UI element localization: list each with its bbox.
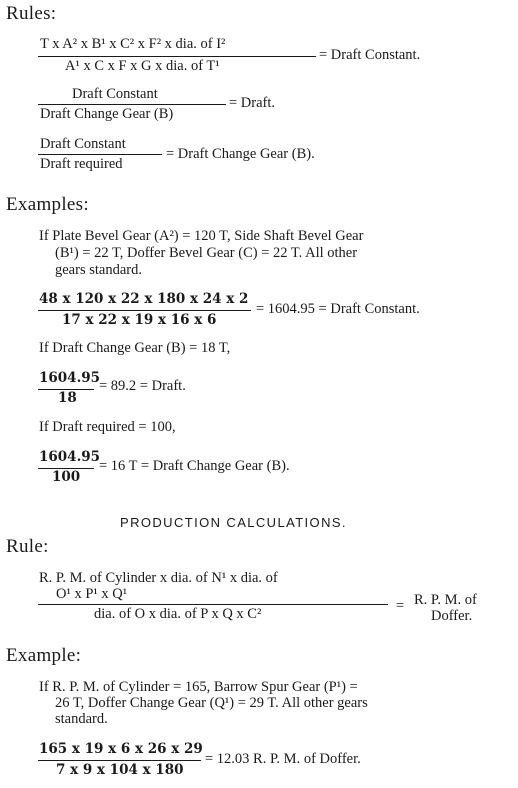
- rule-heading: Rule:: [6, 536, 49, 557]
- examples-heading: Examples:: [6, 194, 89, 215]
- calc1-result: = 1604.95 = Draft Constant.: [256, 301, 420, 317]
- calc2-denominator: 18: [58, 390, 77, 406]
- prod-rule-numerator-line1: R. P. M. of Cylinder x dia. of N¹ x dia. of: [39, 570, 278, 586]
- calc4-numerator: 165 x 19 x 6 x 26 x 29: [39, 741, 203, 757]
- rule2-denominator: Draft Change Gear (B): [40, 106, 174, 122]
- calc4-result: = 12.03 R. P. M. of Doffer.: [205, 751, 361, 767]
- example-heading: Example:: [6, 645, 82, 666]
- rule2-result: = Draft.: [229, 95, 276, 111]
- prod-rule-numerator-line2: O¹ x P¹ x Q¹: [56, 586, 128, 602]
- prod-rule-result-line1: R. P. M. of: [414, 592, 477, 608]
- prod-rule-result-line2: Doffer.: [431, 608, 473, 624]
- rule1-numerator: T x A² x B¹ x C² x F² x dia. of I²: [40, 36, 226, 52]
- calc1-denominator: 17 x 22 x 19 x 16 x 6: [62, 312, 217, 328]
- prod-example-intro-line3: standard.: [55, 711, 108, 727]
- calc3-denominator: 100: [52, 469, 81, 485]
- calc3-result: = 16 T = Draft Change Gear (B).: [99, 458, 290, 474]
- rule3-result: = Draft Change Gear (B).: [166, 146, 315, 162]
- example-intro-line3: gears standard.: [55, 262, 142, 278]
- prod-example-intro-line2: 26 T, Doffer Change Gear (Q¹) = 29 T. All other gears: [55, 695, 368, 711]
- prod-example-intro-line1: If R. P. M. of Cylinder = 165, Barrow Spur Gear (P¹) =: [39, 679, 358, 695]
- rule1-result: = Draft Constant.: [319, 47, 421, 63]
- rules-heading: Rules:: [6, 3, 57, 24]
- if-required-text: If Draft required = 100,: [39, 419, 176, 435]
- calc2-result: = 89.2 = Draft.: [99, 378, 186, 394]
- rule2-numerator: Draft Constant: [72, 86, 158, 102]
- rule3-denominator: Draft required: [40, 156, 123, 172]
- rule1-denominator: A¹ x C x F x G x dia. of T¹: [65, 58, 220, 74]
- production-heading: PRODUCTION CALCULATIONS.: [120, 515, 347, 530]
- calc2-numerator: 1604.95: [39, 370, 101, 386]
- prod-rule-denominator: dia. of O x dia. of P x Q x C²: [94, 606, 262, 622]
- prod-rule-equals: =: [396, 598, 405, 614]
- calc4-denominator: 7 x 9 x 104 x 180: [56, 762, 184, 778]
- example-intro-line2: (B¹) = 22 T, Doffer Bevel Gear (C) = 22 T. All other: [55, 245, 358, 261]
- example-intro-line1: If Plate Bevel Gear (A²) = 120 T, Side Shaft Bevel Gear: [39, 228, 364, 244]
- calc1-numerator: 48 x 120 x 22 x 180 x 24 x 2: [39, 291, 249, 307]
- calc3-numerator: 1604.95: [39, 449, 101, 465]
- rule3-numerator: Draft Constant: [40, 136, 126, 152]
- if-change-gear-text: If Draft Change Gear (B) = 18 T,: [39, 340, 231, 356]
